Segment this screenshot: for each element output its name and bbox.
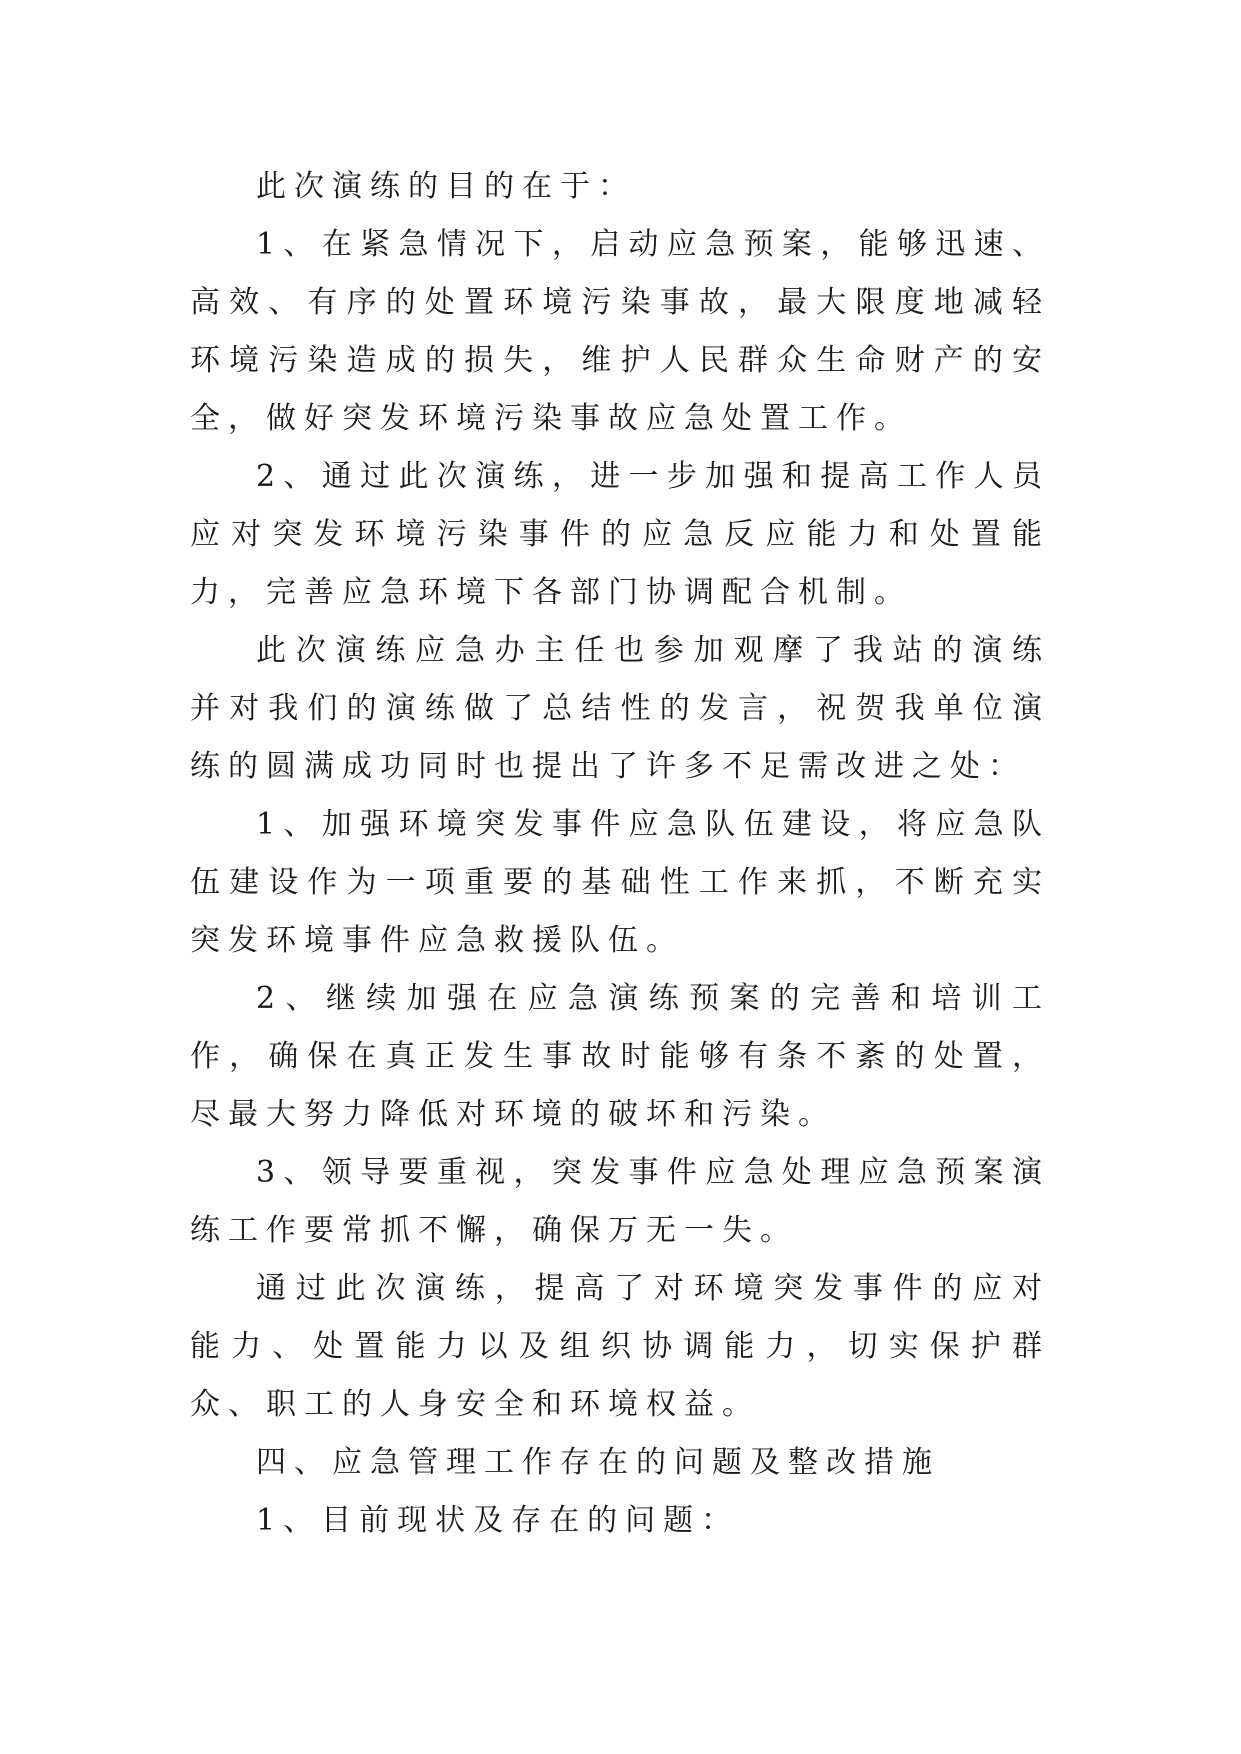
document-body xyxy=(190,158,1050,1550)
paragraph-observation: 此次演练应急办主任也参加观摩了我站的演练并对我们的演练做了总结性的发言，祝贺我单位演练的圆满成功同时也提出了许多不足需改进之处： xyxy=(190,633,1050,784)
paragraph-improvement-2: 2、继续加强在应急演练预案的完善和培训工作，确保在真正发生事故时能够有条不紊的处置，尽最大努力降低对环境的破坏和污染。 xyxy=(190,981,1050,1132)
paragraph-conclusion: 通过此次演练，提高了对环境突发事件的应对能力、处置能力以及组织协调能力，切实保护群众、职工的人身安全和环境权益。 xyxy=(190,1271,1050,1422)
subsection-heading-current-status: 1、目前现状及存在的问题： xyxy=(256,1503,740,1538)
paragraph-purpose-1: 1、在紧急情况下，启动应急预案，能够迅速、高效、有序的处置环境污染事故，最大限度地减轻环境污染造成的损失，维护人民群众生命财产的安全，做好突发环境污染事故应急处置工作。 xyxy=(190,227,1050,436)
section-heading-issues: 四、应急管理工作存在的问题及整改措施 xyxy=(256,1445,940,1480)
paragraph-purpose-2: 2、通过此次演练，进一步加强和提高工作人员应对突发环境污染事件的应急反应能力和处置能力，完善应急环境下各部门协调配合机制。 xyxy=(190,459,1050,610)
paragraph-improvement-1: 1、加强环境突发事件应急队伍建设，将应急队伍建设作为一项重要的基础性工作来抓，不断充实突发环境事件应急救援队伍。 xyxy=(190,807,1050,958)
paragraph-improvement-3: 3、领导要重视，突发事件应急处理应急预案演练工作要常抓不懈，确保万无一失。 xyxy=(190,1155,1050,1248)
paragraph-drill-purpose-intro: 此次演练的目的在于： xyxy=(256,169,636,204)
